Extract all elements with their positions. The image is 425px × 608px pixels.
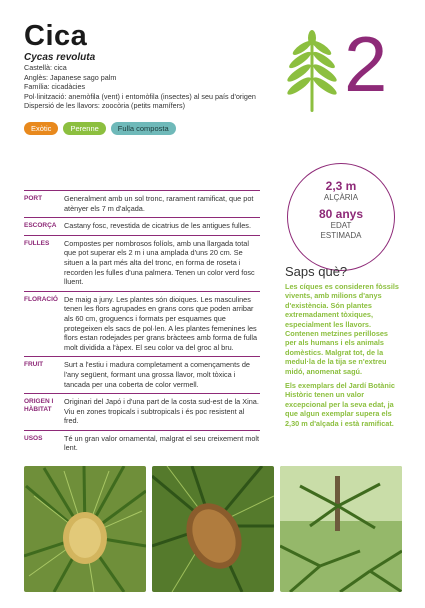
saps-title: Saps què? xyxy=(285,264,348,279)
row-value: Surt a l'estiu i madura completament a començaments de l'any següent, formant una grossa llavor, molt tòxica i tancada per una coberta de color vermell. xyxy=(64,360,250,389)
row-key: USOS xyxy=(24,434,43,442)
age-label-line: EDAT xyxy=(330,221,352,230)
stats-circle xyxy=(287,163,395,271)
photo-cycad-garden xyxy=(280,466,402,592)
plant-number: 2 xyxy=(344,20,388,108)
row-key: FULLES xyxy=(24,239,50,247)
info-row-fulles xyxy=(24,235,260,291)
info-row-port xyxy=(24,190,260,217)
info-table xyxy=(24,190,260,457)
height-label: ALÇÀRIA xyxy=(323,193,359,202)
height-value: 2,3 m xyxy=(325,179,357,193)
latin-name: Cycas revoluta xyxy=(24,52,96,63)
tag-exotic: Exòtic xyxy=(24,122,58,135)
row-value: De maig a juny. Les plantes són dioiques. Les masculines tenen les flors agrupades en grans cons que poden arribar als 60 cm, groguencs i formats per esquames que protegeixen els sacs de pol·len. A les plantes femenines les flors estan rodejades per grans bràctees amb forma de fulla molt dividida a l'àpex. El seu color va del groc al bru. xyxy=(64,294,258,352)
tag-list xyxy=(24,122,176,135)
compound-leaf-icon xyxy=(282,30,342,112)
tag-perenne: Perenne xyxy=(63,122,105,135)
row-value: Té un gran valor ornamental, malgrat el seu creixement molt lent. xyxy=(64,433,260,453)
photo-cone-closeup xyxy=(152,466,274,592)
saps-paragraph: Els exemplars del Jardí Botànic Històric tenen un valor excepcional per la seva edat, ja que algun exemplar supera els 2,30 m d'alçada i està ramificat. xyxy=(285,381,395,428)
row-key: FRUIT xyxy=(24,361,44,369)
row-key: FLORACIÓ xyxy=(24,295,58,303)
meta-line: Anglès: Japanese sago palm xyxy=(24,72,117,82)
meta-line: Dispersió de les llavors: zoocòria (petits mamífers) xyxy=(24,101,185,111)
row-value: Originari del Japó i d'una part de la costa sud-est de la Xina. Viu en zones tropicals i subtropicals i és poc resistent al fred. xyxy=(64,397,259,426)
info-row-fruit xyxy=(24,356,260,393)
row-key: ORIGEN I HÀBITAT xyxy=(24,398,54,414)
meta-block xyxy=(24,63,256,111)
age-value: 80 anys xyxy=(318,207,364,221)
row-key: ESCORÇA xyxy=(24,222,57,230)
saps-paragraph: Les cíques es consideren fòssils vivents, amb milions d'anys d'existència. Són plantes extremadament tòxiques, especialment les llavors. Contenen metzines perilloses per als humans i els animals domèstics. Malgrat tot, de la medul·la de la tija se n'extreu midó, anomenat sagú. xyxy=(285,282,399,376)
info-row-escorca xyxy=(24,217,260,235)
info-row-floracio xyxy=(24,291,260,357)
info-row-usos xyxy=(24,430,260,457)
meta-line: Família: cicadàcies xyxy=(24,82,86,92)
tag-compound-leaf: Fulla composta xyxy=(111,122,176,135)
photo-male-cone xyxy=(24,466,146,592)
page-title: Cica xyxy=(24,20,88,52)
row-value: Castany fosc, revestida de cicatrius de les antigues fulles. xyxy=(64,221,251,231)
saps-text xyxy=(285,282,401,433)
age-label xyxy=(288,221,394,241)
meta-line: Castellà: cica xyxy=(24,63,67,72)
info-row-origen xyxy=(24,393,260,430)
row-value: Generalment amb un sol tronc, rarament ramificat, que pot atènyer els 7 m d'alçada. xyxy=(64,194,254,213)
age-label-line: ESTIMADA xyxy=(320,231,362,240)
meta-line: Pol·linització: anemòfila (vent) i entomòfila (insectes) al seu país d'origen xyxy=(24,91,256,101)
row-value: Compostes per nombrosos folíols, amb una llargada total que pot superar els 2 m i una amplada d'uns 20 cm. Se situen a la part més alta del tronc, en forma de roseta i recorden les fulles d'una palmera. Tenen un color verd fosc lluent. xyxy=(64,238,255,287)
row-key: PORT xyxy=(24,195,43,202)
